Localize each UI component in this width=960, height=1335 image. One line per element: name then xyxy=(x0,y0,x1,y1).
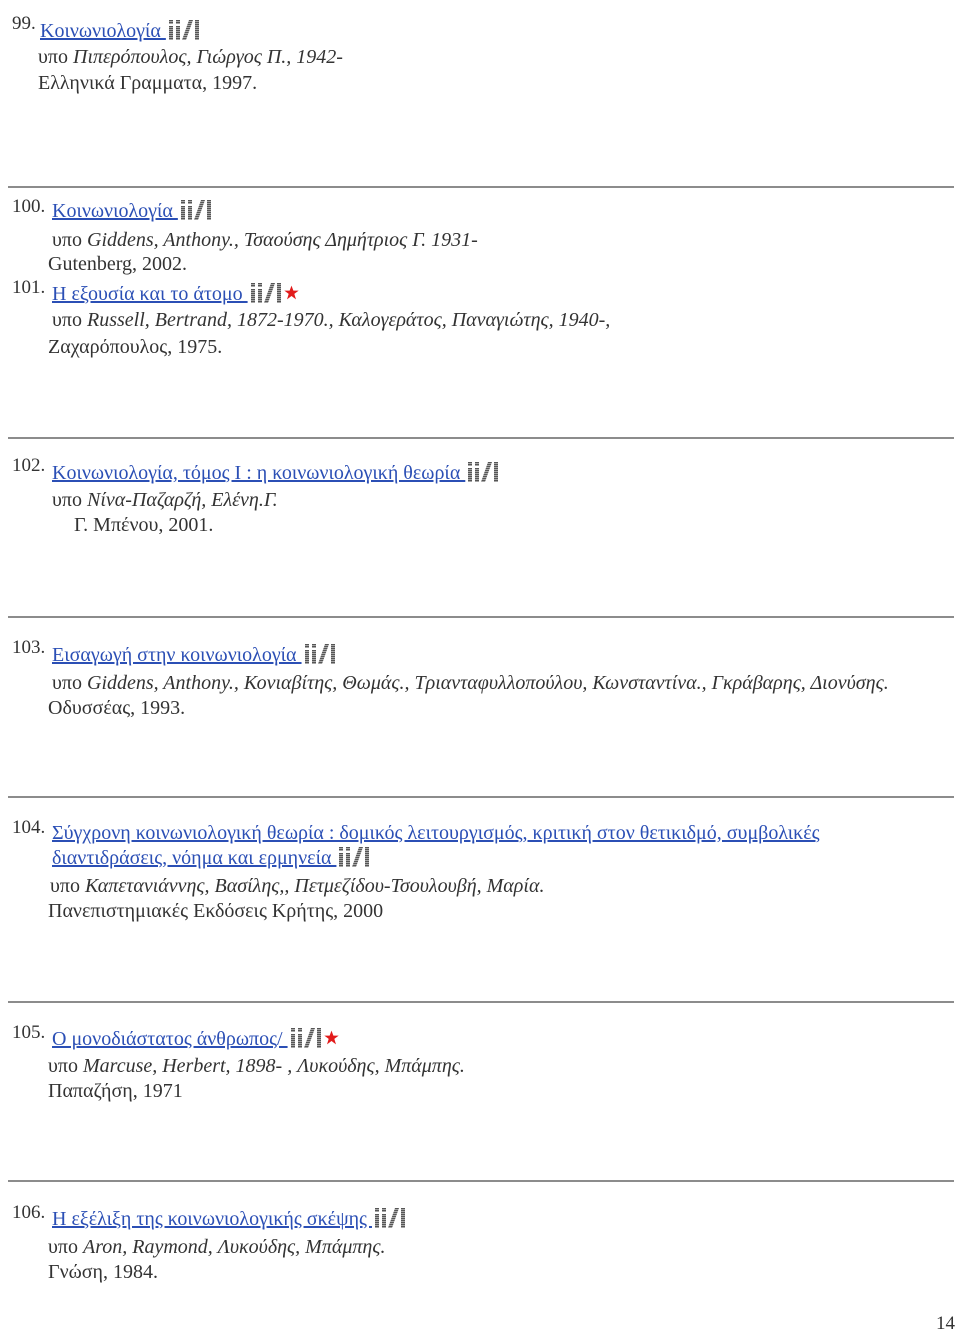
library-holdings-icon xyxy=(374,1208,406,1228)
entry-separator xyxy=(8,616,954,618)
title-link-continued[interactable]: διαντιδράσεις, νόημα και ερμηνεία xyxy=(52,847,337,869)
publisher: Παπαζήση, 1971 xyxy=(48,1080,183,1102)
entry-number: 104. xyxy=(12,817,46,838)
star-icon xyxy=(324,1030,339,1045)
authors: Marcuse, Herbert, 1898- , Λυκούδης, Μπάμπης. xyxy=(83,1055,465,1077)
entry-101 xyxy=(0,276,960,386)
library-holdings-icon xyxy=(290,1028,322,1048)
authors: Giddens, Anthony., Τσαούσης Δημήτριος Γ. 1931- xyxy=(87,229,478,251)
entry-separator xyxy=(8,796,954,798)
publisher: Γνώση, 1984. xyxy=(48,1261,159,1283)
title-link[interactable]: Κοινωνιολογία, τόμος Ι : η κοινωνιολογική θεωρία xyxy=(52,462,466,484)
library-holdings-icon xyxy=(180,200,212,220)
entry-104 xyxy=(0,816,960,926)
entry-separator xyxy=(8,437,954,439)
entry-105 xyxy=(0,1021,960,1131)
title-link[interactable]: Κοινωνιολογία xyxy=(52,200,178,222)
by-label: υπο xyxy=(50,875,80,897)
entry-separator xyxy=(8,1001,954,1003)
authors-row xyxy=(50,874,544,899)
by-label: υπο xyxy=(52,672,82,694)
by-label: υπο xyxy=(48,1236,78,1258)
title-link[interactable]: Σύγχρονη κοινωνιολογική θεωρία : δομικός λειτουργισμός, κριτική στον θετικιδμό, συμβολικές xyxy=(52,822,820,844)
authors: Πιπερόπουλος, Γιώργος Π., 1942- xyxy=(73,46,343,68)
entry-separator xyxy=(8,1180,954,1182)
publisher: Οδυσσέας, 1993. xyxy=(48,697,186,719)
by-label: υπο xyxy=(52,489,82,511)
title-row xyxy=(52,1207,406,1232)
title-row-continued xyxy=(52,846,370,871)
title-link[interactable]: Η εξουσία και το άτομο xyxy=(52,283,248,305)
publisher: Γ. Μπένου, 2001. xyxy=(74,514,214,536)
title-row xyxy=(52,1027,339,1052)
title-link[interactable]: Η εξέλιξη της κοινωνιολογικής σκέψης xyxy=(52,1208,372,1230)
title-row xyxy=(52,461,499,486)
authors-row xyxy=(48,1235,385,1260)
publisher: Gutenberg, 2002. xyxy=(48,253,188,275)
page-number: 14 xyxy=(936,1313,955,1334)
by-label: υπο xyxy=(52,229,82,251)
authors-row xyxy=(52,488,278,513)
by-label: υπο xyxy=(48,1055,78,1077)
authors-row xyxy=(52,228,478,253)
library-holdings-icon xyxy=(304,644,336,664)
entry-106 xyxy=(0,1201,960,1311)
title-link[interactable]: Ο μονοδιάστατος άνθρωπος/ xyxy=(52,1028,288,1050)
entry-number: 105. xyxy=(12,1022,46,1043)
library-holdings-icon xyxy=(250,283,282,303)
publisher: Ελληνικά Γραμματα, 1997. xyxy=(38,72,258,94)
title-row xyxy=(52,282,299,307)
title-row xyxy=(40,19,200,44)
title-link[interactable]: Κοινωνιολογία xyxy=(40,20,166,42)
authors-row xyxy=(52,308,610,333)
authors-row xyxy=(52,671,889,696)
by-label: υπο xyxy=(52,309,82,331)
title-row xyxy=(52,643,336,668)
entry-99 xyxy=(0,12,960,122)
authors: Giddens, Anthony., Κονιαβίτης, Θωμάς., Τριανταφυλλοπούλου, Κωνσταντίνα., Γκράβαρης, Διονύσης. xyxy=(87,672,889,694)
title-row xyxy=(52,821,820,846)
authors: Aron, Raymond, Λυκούδης, Μπάμπης. xyxy=(83,1236,386,1258)
entry-number: 102. xyxy=(12,455,46,476)
by-label: υπο xyxy=(38,46,68,68)
authors-row xyxy=(38,45,343,70)
entry-separator xyxy=(8,186,954,188)
publisher: Πανεπιστημιακές Εκδόσεις Κρήτης, 2000 xyxy=(48,900,384,922)
title-link[interactable]: Εισαγωγή στην κοινωνιολογία xyxy=(52,644,302,666)
entry-number: 106. xyxy=(12,1202,46,1223)
star-icon xyxy=(284,285,299,300)
entry-number: 100. xyxy=(12,196,46,217)
library-holdings-icon xyxy=(467,462,499,482)
library-holdings-icon xyxy=(338,847,370,867)
entry-102 xyxy=(0,454,960,564)
entry-number: 103. xyxy=(12,637,46,658)
authors: Νίνα-Παζαρζή, Ελένη.Γ. xyxy=(87,489,278,511)
publisher: Ζαχαρόπουλος, 1975. xyxy=(48,336,223,358)
entry-number: 101. xyxy=(12,277,46,298)
entry-103 xyxy=(0,636,960,746)
authors: Καπετανιάννης, Βασίλης,, Πετμεζίδου-Τσουλουβή, Μαρία. xyxy=(85,875,545,897)
authors: Russell, Bertrand, 1872-1970., Καλογεράτος, Παναγιώτης, 1940-, xyxy=(87,309,611,331)
library-holdings-icon xyxy=(168,20,200,40)
authors-row xyxy=(48,1054,465,1079)
entry-number: 99. xyxy=(12,13,36,34)
title-row xyxy=(52,199,212,224)
